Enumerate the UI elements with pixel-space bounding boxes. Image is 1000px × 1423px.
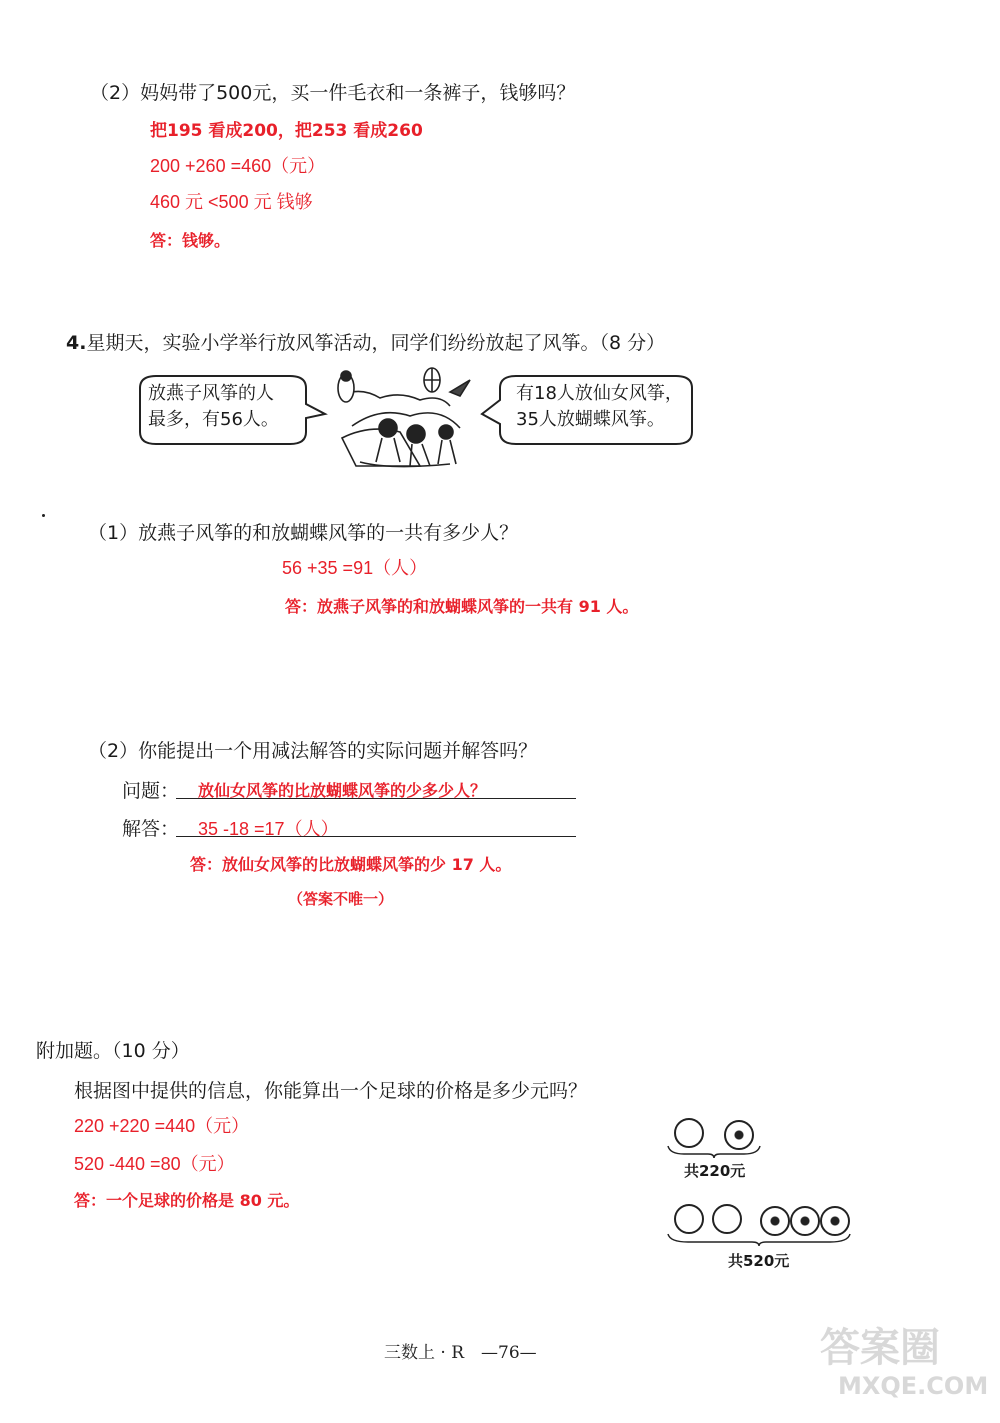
question-text: 星期天，实验小学举行放风筝活动，同学们纷纷放起了风筝。（8 分）	[86, 332, 666, 354]
solution-label: 解答：	[122, 818, 180, 840]
brace-icon	[664, 1232, 854, 1246]
answer-line: 答：放仙女风筝的比放蝴蝶风筝的少 17 人。	[190, 855, 512, 874]
bubble-right-line1: 有18人放仙女风筝，	[516, 383, 683, 404]
brace-icon	[664, 1144, 764, 1158]
bubble-right-line2: 35人放蝴蝶风筝。	[516, 409, 665, 430]
basketball-icon	[674, 1204, 704, 1234]
answer-line: 把195 看成200，把253 看成260	[150, 121, 423, 141]
answer-line: 460 元 <500 元 钱够	[150, 192, 313, 212]
bubble-left-line1: 放燕子风筝的人	[148, 383, 274, 404]
caption-2: 共520元	[728, 1252, 790, 1270]
stray-dot	[42, 514, 45, 517]
bonus-question: 根据图中提供的信息，你能算出一个足球的价格是多少元吗？	[74, 1080, 588, 1102]
question-4-title	[66, 328, 665, 355]
children-flying-kites-drawing	[338, 368, 470, 467]
question-number: 4.	[66, 332, 87, 354]
question-4-2: （2）你能提出一个用减法解答的实际问题并解答吗？	[88, 740, 538, 762]
answer-line: 答：一个足球的价格是 80 元。	[74, 1191, 300, 1210]
problem-label: 问题：	[122, 780, 180, 802]
answer-line: 答：钱够。	[150, 231, 231, 250]
watermark-url: MXQE.COM	[838, 1372, 989, 1400]
answer-line: 520 -440 =80（元）	[74, 1154, 235, 1174]
watermark-logo: 答案圈	[820, 1325, 940, 1371]
problem-answer: 放仙女风筝的比放蝴蝶风筝的少多少人？	[198, 781, 487, 800]
answer-line: 56 +35 =91（人）	[282, 558, 428, 578]
solution-underline	[176, 836, 576, 837]
solution-answer: 35 -18 =17（人）	[198, 819, 339, 839]
page-footer: 三数上 · R —76—	[384, 1343, 537, 1363]
caption-1: 共220元	[684, 1162, 746, 1180]
basketball-icon	[712, 1204, 742, 1234]
answer-line: 200 +260 =460（元）	[150, 156, 326, 176]
bonus-title: 附加题。（10 分）	[36, 1040, 190, 1062]
answer-note: （答案不唯一）	[288, 890, 394, 908]
answer-line: 220 +220 =440（元）	[74, 1116, 250, 1136]
question-4-1: （1）放燕子风筝的和放蝴蝶风筝的一共有多少人？	[88, 522, 519, 544]
question-3-2: （2）妈妈带了500元，买一件毛衣和一条裤子，钱够吗？	[90, 82, 576, 104]
problem-underline	[176, 798, 576, 799]
bubble-left-line2: 最多，有56人。	[148, 409, 279, 430]
answer-line: 答：放燕子风筝的和放蝴蝶风筝的一共有 91 人。	[285, 597, 639, 616]
